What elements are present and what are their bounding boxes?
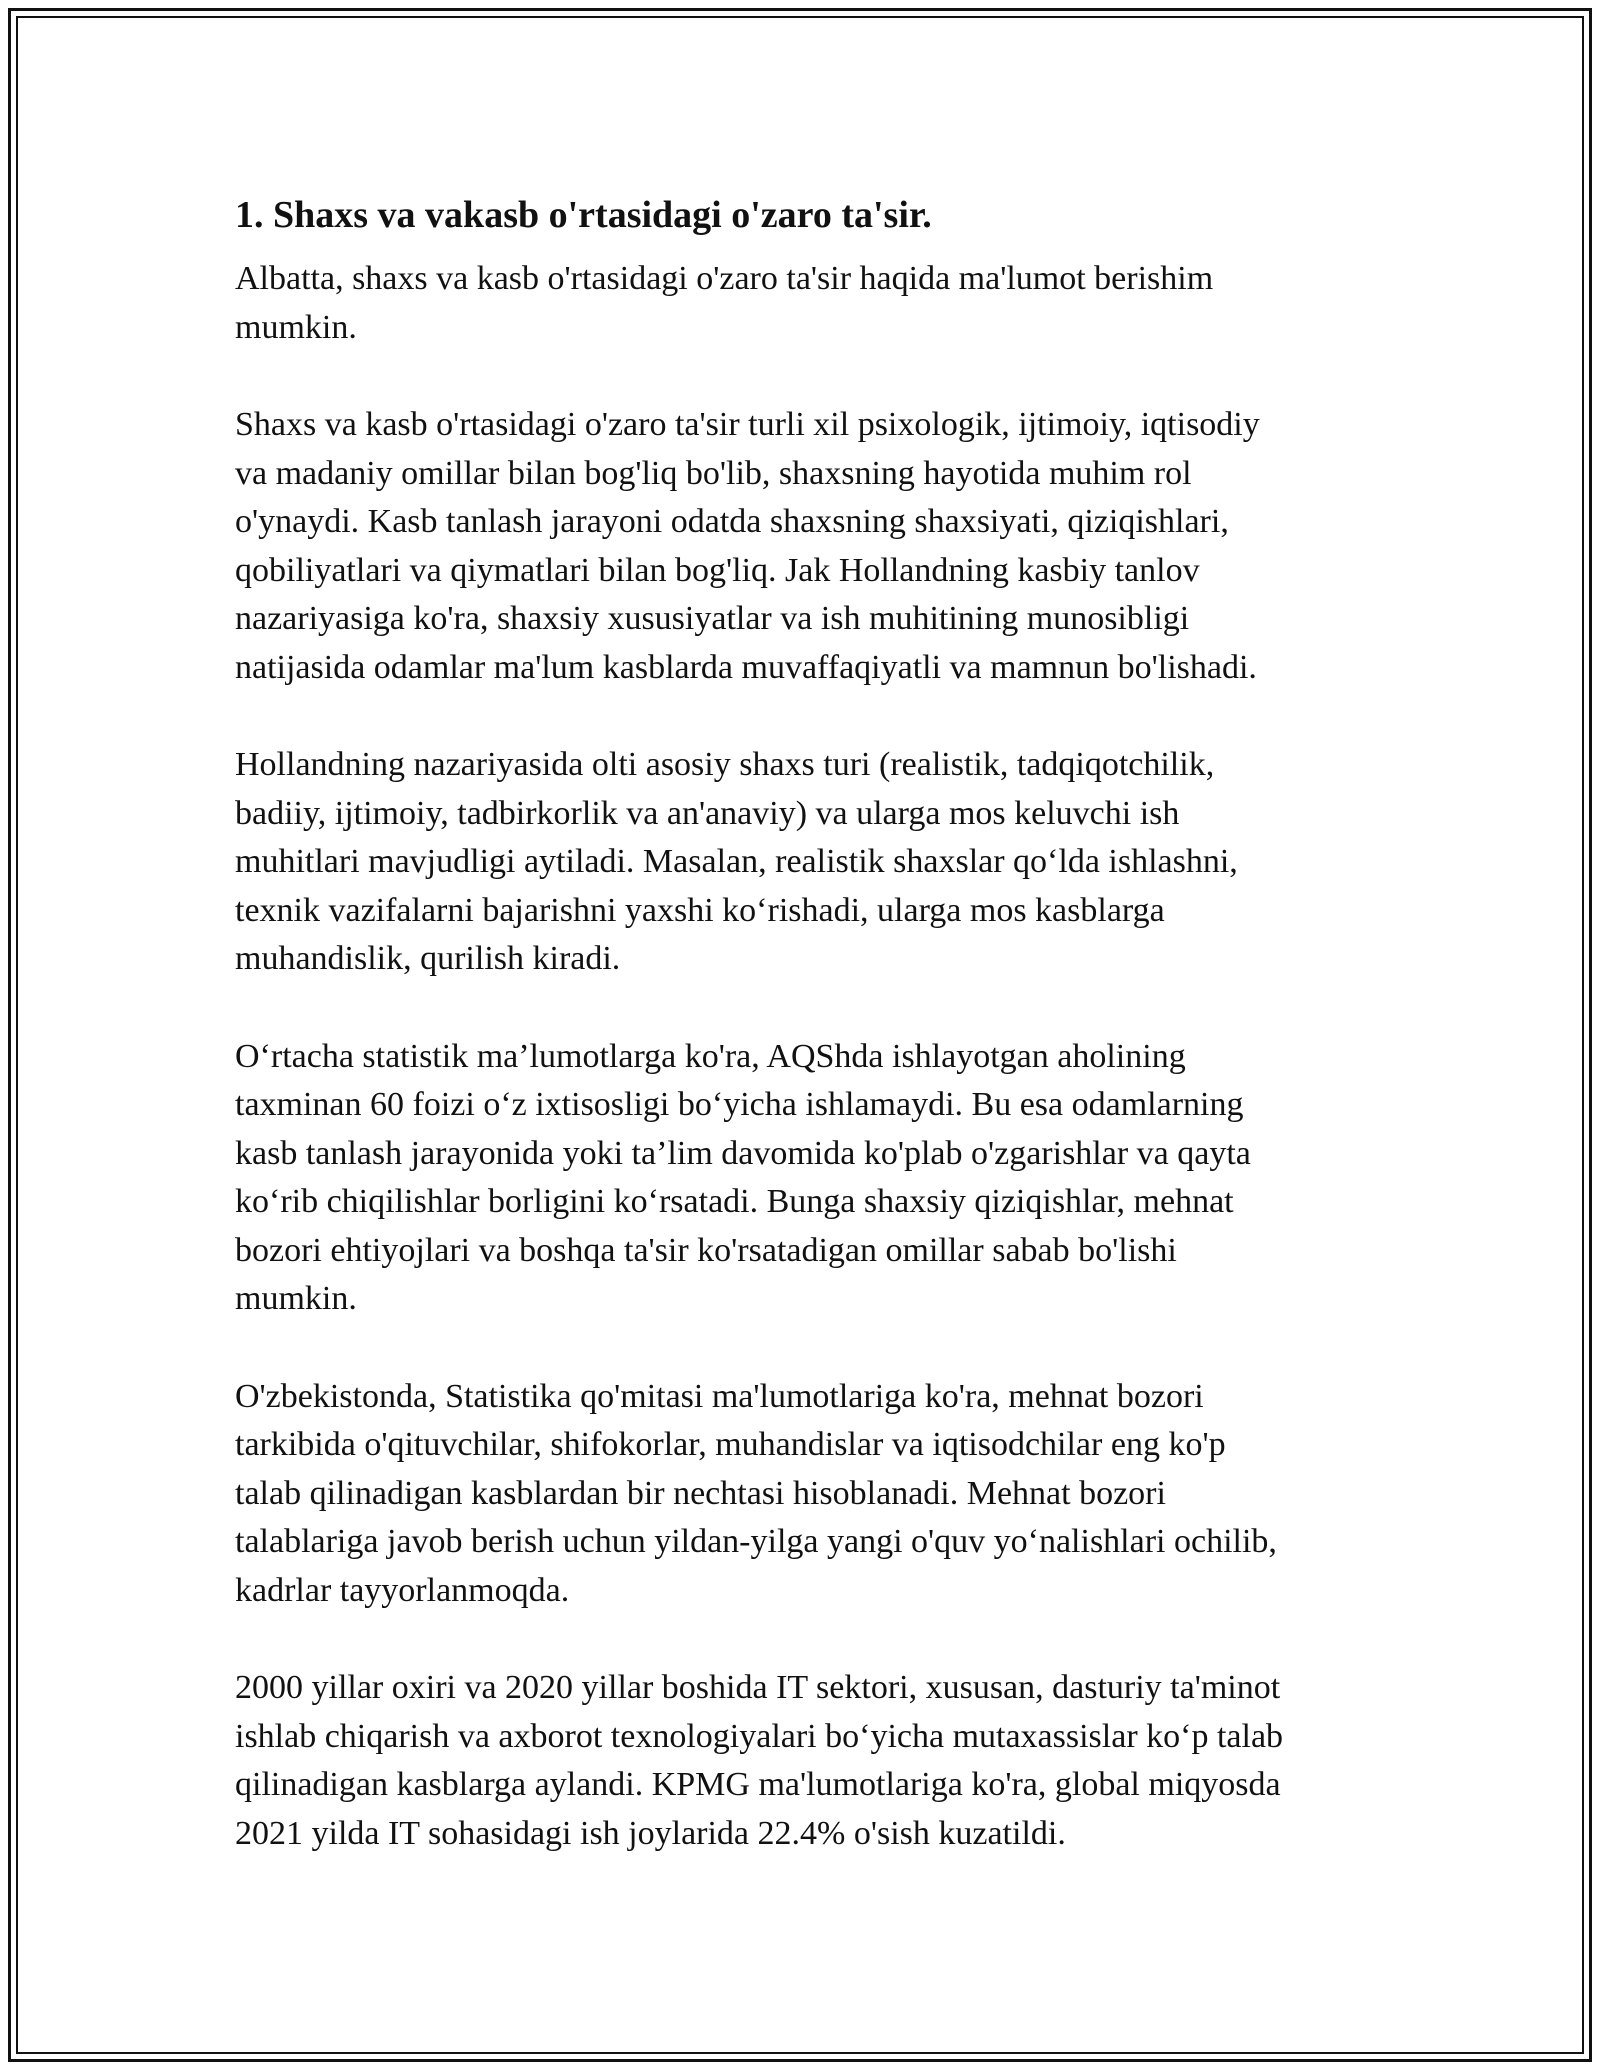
text-line: mumkin. bbox=[235, 308, 357, 346]
text-line: O‘rtacha statistik ma’lumotlarga ko'ra, AQShda ishlayotgan aholining bbox=[235, 1037, 1186, 1075]
text-line: 2000 yillar oxiri va 2020 yillar boshida IT sektori, xususan, dasturiy ta'minot bbox=[235, 1669, 1281, 1706]
paragraph-uzbekistan bbox=[235, 1373, 1375, 1616]
paragraph-usa-statistics bbox=[235, 1033, 1375, 1324]
text-line: O'zbekistonda, Statistika qo'mitasi ma'lumotlariga ko'ra, mehnat bozori bbox=[235, 1377, 1204, 1415]
paragraph-intro bbox=[235, 255, 1375, 352]
document-title: 1. Shaxs va vakasb o'rtasidagi o'zaro ta'sir. bbox=[235, 194, 932, 236]
text-line: natijasida odamlar ma'lum kasblarda muvaffaqiyatli va mamnun bo'lishadi. bbox=[235, 648, 1257, 686]
text-line: kasb tanlash jarayonida yoki ta’lim davomida ko'plab o'zgarishlar va qayta bbox=[235, 1134, 1251, 1172]
text-line: ko‘rib chiqilishlar borligini ko‘rsatadi. Bunga shaxsiy qiziqishlar, mehnat bbox=[235, 1183, 1234, 1220]
paragraph-holland-theory bbox=[235, 741, 1375, 984]
text-line: o'ynaydi. Kasb tanlash jarayoni odatda shaxsning shaxsiyati, qiziqishlari, bbox=[235, 503, 1229, 540]
document-body bbox=[235, 185, 1375, 1907]
text-line: 2021 yilda IT sohasidagi ish joylarida 22.4% o'sish kuzatildi. bbox=[235, 1814, 1066, 1852]
text-line: texnik vazifalarni bajarishni yaxshi ko‘rishadi, ularga mos kasblarga bbox=[235, 891, 1165, 929]
text-line: qilinadigan kasblarga aylandi. KPMG ma'lumotlariga ko'ra, global miqyosda bbox=[235, 1766, 1281, 1803]
text-line: qobiliyatlari va qiymatlari bilan bog'liq. Jak Hollandning kasbiy tanlov bbox=[235, 551, 1200, 589]
text-line: talablariga javob berish uchun yildan-yilga yangi o'quv yo‘nalishlari ochilib, bbox=[235, 1523, 1277, 1560]
paragraph-it-sector bbox=[235, 1664, 1375, 1858]
paragraph-interaction bbox=[235, 401, 1375, 692]
text-line: Albatta, shaxs va kasb o'rtasidagi o'zaro ta'sir haqida ma'lumot berishim bbox=[235, 260, 1214, 297]
text-line: tarkibida o'qituvchilar, shifokorlar, muhandislar va iqtisodchilar eng ko'p bbox=[235, 1426, 1226, 1463]
text-line: Hollandning nazariyasida olti asosiy shaxs turi (realistik, tadqiqotchilik, bbox=[235, 746, 1215, 783]
text-line: talab qilinadigan kasblardan bir nechtasi hisoblanadi. Mehnat bozori bbox=[235, 1474, 1166, 1512]
text-line: Shaxs va kasb o'rtasidagi o'zaro ta'sir turli xil psixologik, ijtimoiy, iqtisodiy bbox=[235, 406, 1260, 443]
text-line: nazariyasiga ko'ra, shaxsiy xususiyatlar va ish muhitining munosibligi bbox=[235, 600, 1190, 637]
text-line: mumkin. bbox=[235, 1280, 357, 1317]
text-line: muhitlari mavjudligi aytiladi. Masalan, realistik shaxslar qo‘lda ishlashni, bbox=[235, 843, 1238, 880]
text-line: badiiy, ijtimoiy, tadbirkorlik va an'anaviy) va ularga mos keluvchi ish bbox=[235, 794, 1180, 832]
text-line: bozori ehtiyojlari va boshqa ta'sir ko'rsatadigan omillar sabab bo'lishi bbox=[235, 1231, 1177, 1269]
text-line: va madaniy omillar bilan bog'liq bo'lib, shaxsning hayotida muhim rol bbox=[235, 454, 1192, 492]
text-line: muhandislik, qurilish kiradi. bbox=[235, 940, 621, 977]
text-line: taxminan 60 foizi o‘z ixtisosligi bo‘yicha ishlamaydi. Bu esa odamlarning bbox=[235, 1086, 1244, 1123]
text-line: kadrlar tayyorlanmoqda. bbox=[235, 1571, 570, 1609]
text-line: ishlab chiqarish va axborot texnologiyalari bo‘yicha mutaxassislar ko‘p talab bbox=[235, 1717, 1284, 1755]
